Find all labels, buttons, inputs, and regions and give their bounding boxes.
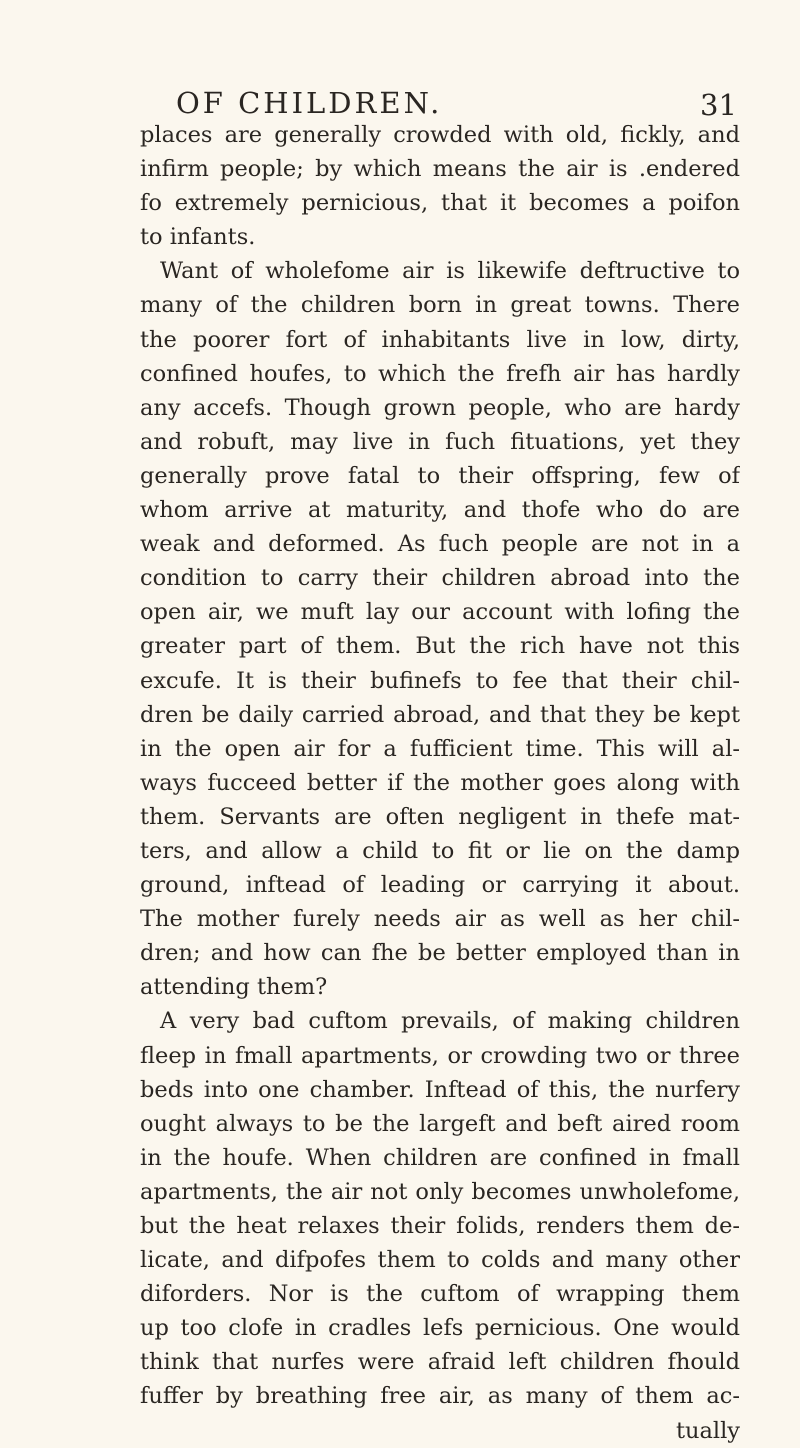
- text-line: greater part of them. But the rich have not this: [140, 633, 740, 660]
- text-line: dren be daily carried abroad, and that they be kept: [140, 701, 740, 728]
- text-line: in the open air for a fufficient time. This will al-: [140, 735, 740, 762]
- text-line: fo extremely pernicious, that it becomes a poifon: [140, 190, 740, 217]
- text-line: to infants.: [140, 224, 256, 251]
- text-line: and robuft, may live in fuch fituations, yet they: [140, 428, 740, 455]
- body-text: [140, 118, 740, 1448]
- text-line: dren; and how can fhe be better employed than in: [140, 940, 740, 967]
- text-line: ground, inftead of leading or carrying it about.: [140, 872, 740, 899]
- text-line: open air, we muft lay our account with lofing the: [140, 599, 740, 626]
- text-line: many of the children born in great towns. There: [140, 292, 740, 319]
- text-line: whom arrive at maturity, and thofe who do are: [140, 497, 740, 524]
- text-line: The mother furely needs air as well as her chil-: [140, 906, 740, 933]
- text-line: up too clofe in cradles lefs pernicious. One would: [140, 1315, 740, 1342]
- text-line: beds into one chamber. Inftead of this, the nurfery: [140, 1076, 740, 1103]
- catchword: tually: [675, 1417, 740, 1444]
- text-line: any accefs. Though grown people, who are hardy: [140, 394, 740, 421]
- text-line: the poorer fort of inhabitants live in low, dirty,: [140, 326, 740, 353]
- text-line: excufe. It is their bufinefs to fee that their chil-: [140, 667, 740, 694]
- text-line: places are generally crowded with old, fickly, and: [140, 122, 740, 148]
- text-line: A very bad cuftom prevails, of making children: [160, 1008, 740, 1035]
- running-head-title: OF CHILDREN.: [176, 86, 443, 120]
- text-line: but the heat relaxes their folids, renders them de-: [140, 1213, 740, 1239]
- page-number: 31: [700, 88, 737, 122]
- text-line: attending them?: [140, 974, 328, 1001]
- text-line: in the houfe. When children are confined in fmall: [140, 1144, 740, 1171]
- text-line: fuffer by breathing free air, as many of them ac-: [140, 1383, 740, 1410]
- text-line: them. Servants are often negligent in thefe mat-: [140, 803, 740, 830]
- text-line: confined houfes, to which the frefh air has hardly: [140, 360, 740, 387]
- text-line: infirm people; by which means the air is .endered: [140, 156, 740, 183]
- text-line: ought always to be the largeft and beft aired room: [140, 1110, 740, 1137]
- text-line: think that nurfes were afraid left children fhould: [140, 1349, 740, 1376]
- text-line: diforders. Nor is the cuftom of wrapping them: [140, 1281, 740, 1308]
- text-line: fleep in fmall apartments, or crowding two or three: [140, 1042, 740, 1069]
- text-line: ters, and allow a child to fit or lie on the damp: [140, 837, 740, 864]
- text-line: Want of wholefome air is likewife deftructive to: [160, 258, 740, 285]
- text-line: generally prove fatal to their offspring, few of: [140, 462, 740, 489]
- text-line: weak and deformed. As fuch people are not in a: [140, 531, 740, 558]
- text-line: licate, and difpofes them to colds and many other: [140, 1247, 740, 1274]
- text-line: apartments, the air not only becomes unwholefome,: [140, 1178, 740, 1205]
- text-line: ways fucceed better if the mother goes along with: [140, 769, 740, 796]
- text-line: condition to carry their children abroad into the: [140, 565, 740, 592]
